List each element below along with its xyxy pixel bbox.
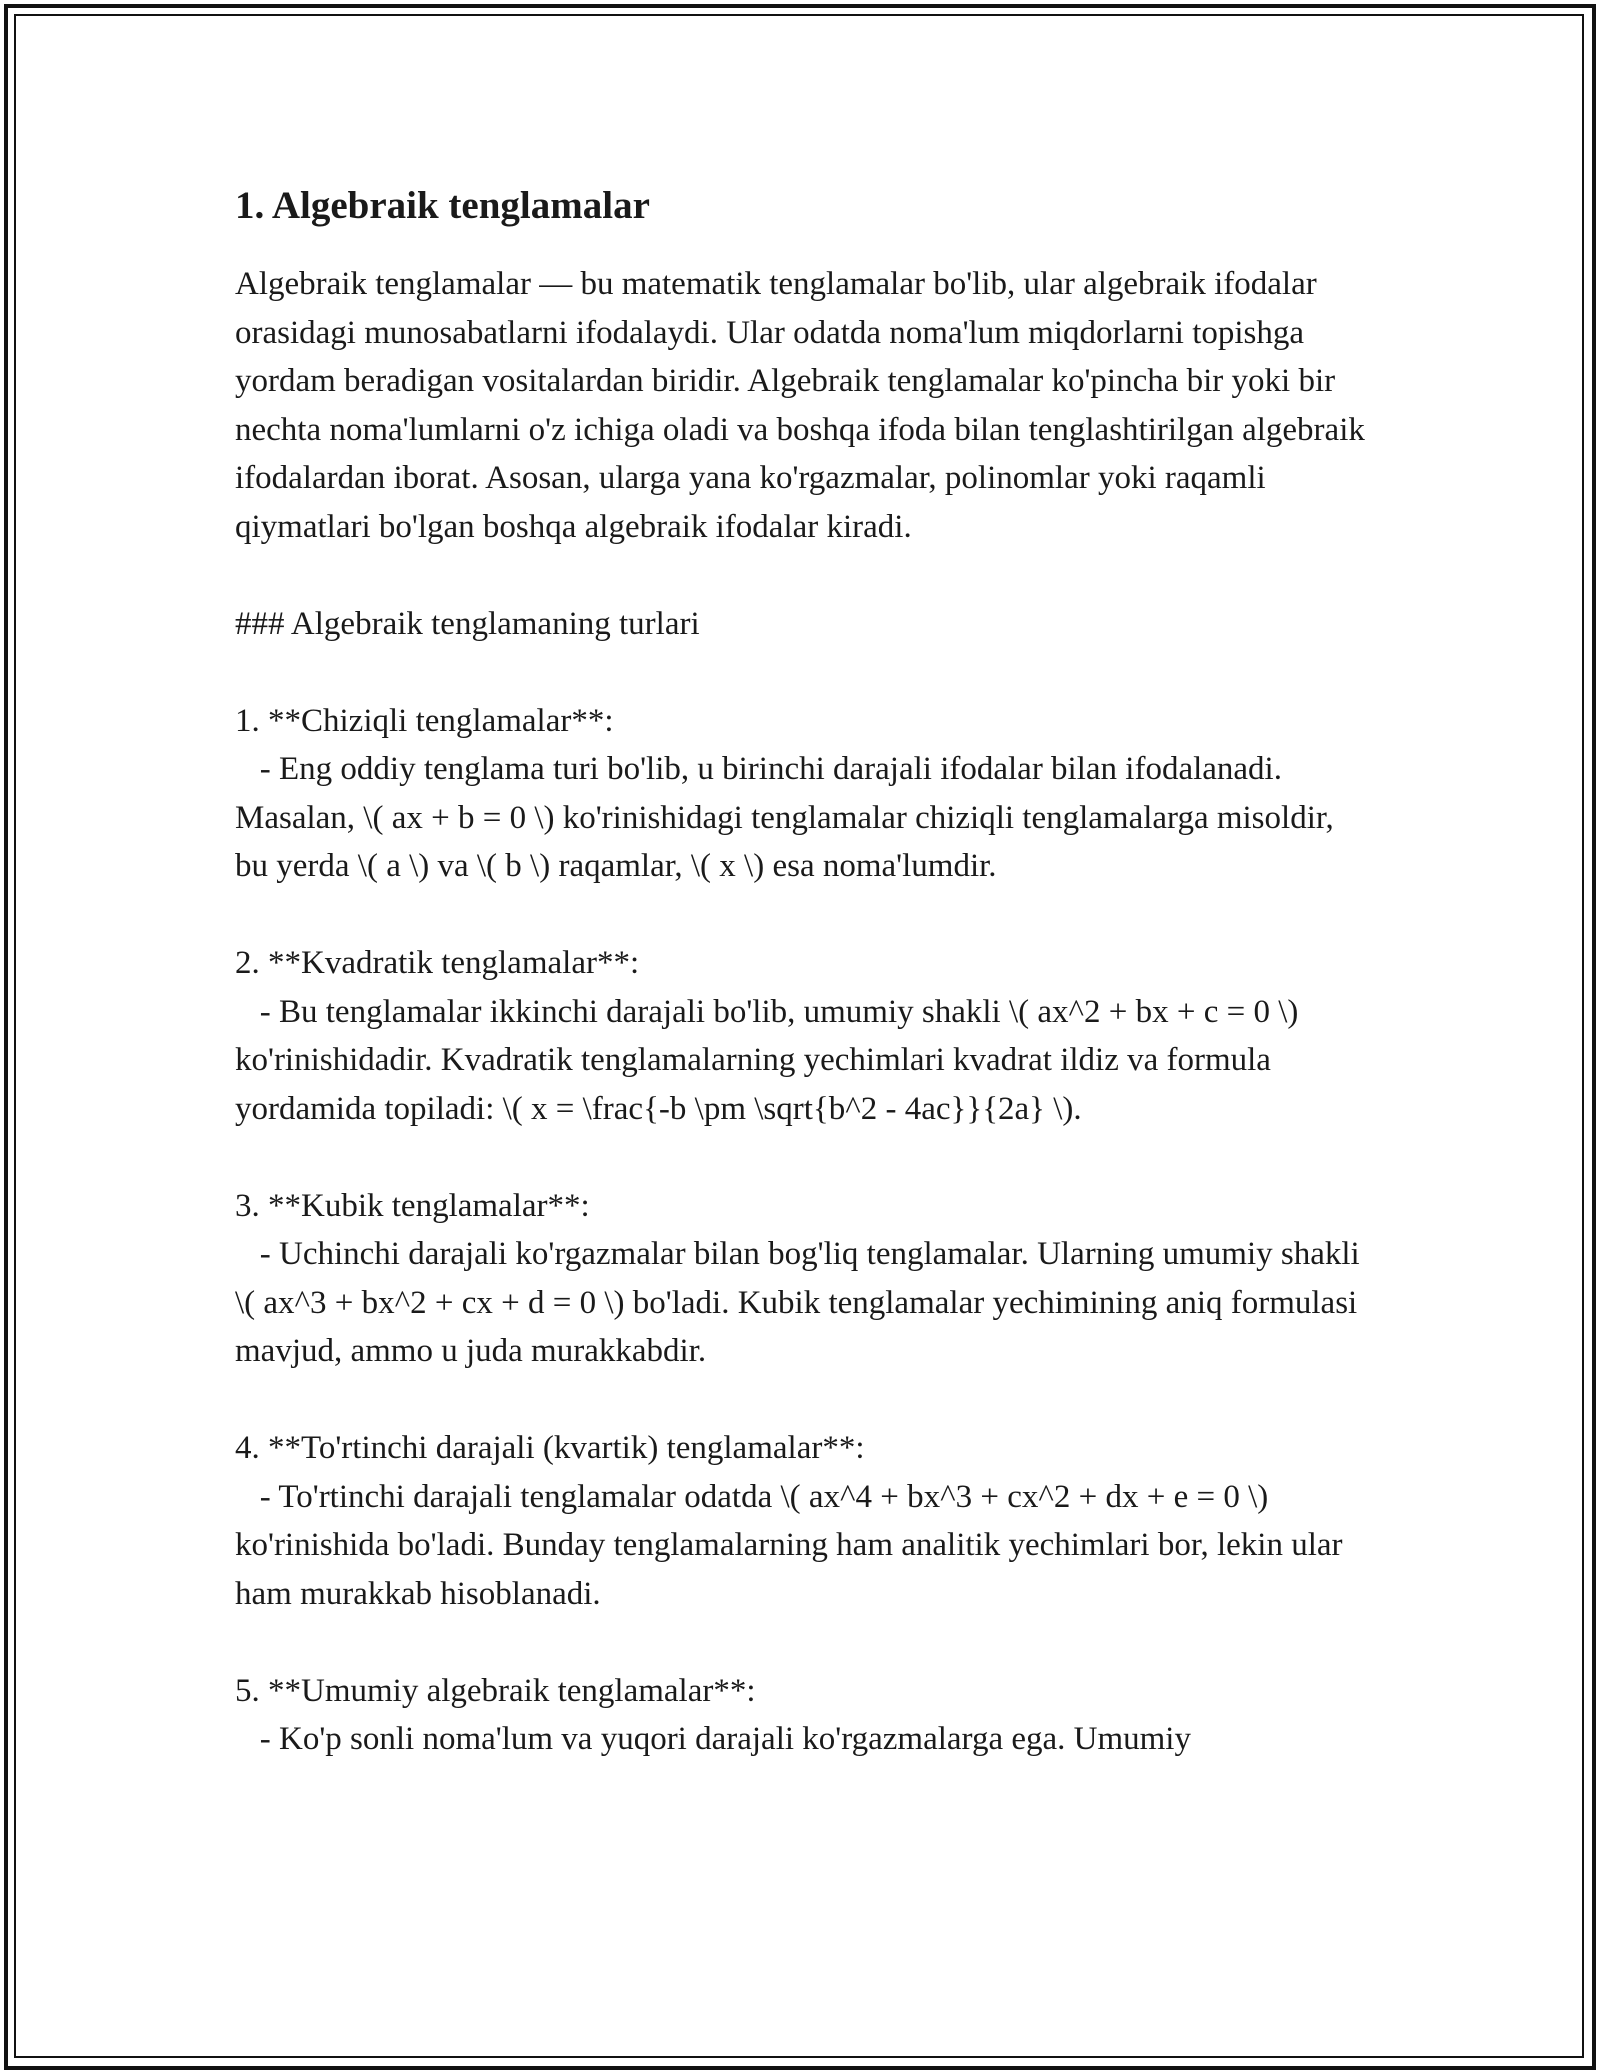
section-heading: 1. Algebraik tenglamalar <box>235 184 650 227</box>
document-body: Algebraik tenglamalar — bu matematik tenglamalar bo'lib, ular algebraik ifodalar orasidagi munosabatlarni ifodalaydi. Ular odatda noma'lum miqdorlarni topishga yordam beradigan vositalardan biridir. Algebraik tenglamalar ko'pincha bir yoki bir nechta noma'lumlarni o'z ichiga oladi va boshqa ifoda bilan tenglashtirilgan algebraik ifodalardan iborat. Asosan, ularga yana ko'rgazmalar, polinomlar yoki raqamli qiymatlari bo'lgan boshqa algebraik ifodalar kiradi. ### Algebraik tenglamaning turlari 1. **Chiziqli tenglamalar**: - Eng oddiy tenglama turi bo'lib, u birinchi darajali ifodalar bilan ifodalanadi. Masalan, \( ax + b = 0 \) ko'rinishidagi tenglamalar chiziqli tenglamalarga misoldir, bu yerda \( a \) va \( b \) raqamlar, \( x \) esa noma'lumdir. 2. **Kvadratik tenglamalar**: - Bu tenglamalar ikkinchi darajali bo'lib, umumiy shakli \( ax^2 + bx + c = 0 \) ko'rinishidadir. Kvadratik tenglamalarning yechimlari kvadrat ildiz va formula yordamida topiladi: \( x = \frac{-b \pm \sqrt{b^2 - 4ac}}{2a} \). 3. **Kubik tenglamalar**: - Uchinchi darajali ko'rgazmalar bilan bog'liq tenglamalar. Ularning umumiy shakli \( ax^3 + bx^2 + cx + d = 0 \) bo'ladi. Kubik tenglamalar yechimining aniq formulasi mavjud, ammo u juda murakkabdir. 4. **To'rtinchi darajali (kvartik) tenglamalar**: - To'rtinchi darajali tenglamalar odatda \( ax^4 + bx^3 + cx^2 + dx + e = 0 \) ko'rinishida bo'ladi. Bunday tenglamalarning ham analitik yechimlari bor, lekin ular ham murakkab hisoblanadi. 5. **Umumiy algebraik tenglamalar**: - Ko'p sonli noma'lum va yuqori darajali ko'rgazmalarga ega. Umumiy <box>235 266 1365 1757</box>
document-content <box>235 182 1365 1764</box>
